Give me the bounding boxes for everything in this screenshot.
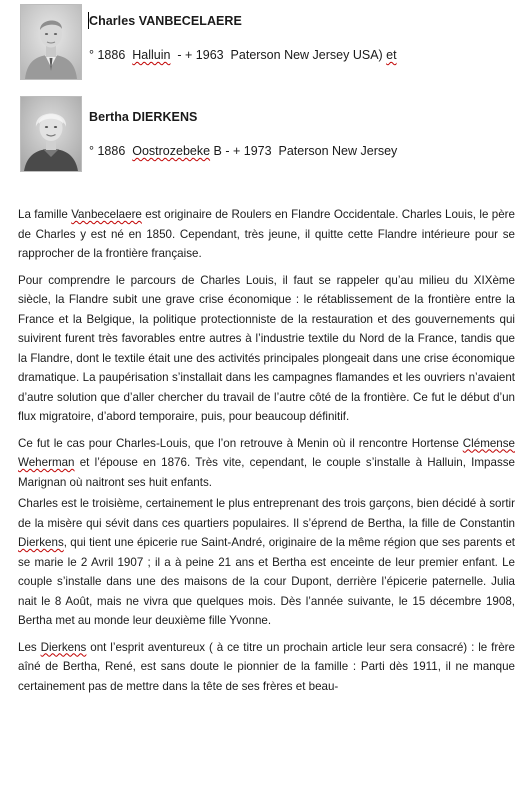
text-run: est originaire de Roulers en Flandre Occidentale. Charles Louis, le père de Charles y est né en 1850. Cependant, très jeune, il quitte cette Flandre intérieure pour se rapprocher de la frontière française. (18, 208, 515, 260)
text-run: Ce fut le cas pour Charles-Louis, que l’on retrouve à Menin où il rencontre Hortense (18, 436, 463, 450)
dates-et: et (386, 48, 397, 62)
dates-prefix: ° 1886 (89, 48, 133, 62)
person-name-charles: Charles VANBECELAERE (89, 14, 242, 28)
portrait-photo-bertha (20, 96, 82, 172)
paragraph-menin (18, 434, 515, 493)
dates-suffix: B - + 1973 Paterson New Jersey (210, 144, 398, 158)
person-dates-bertha (89, 144, 397, 158)
paragraph-charles (18, 494, 515, 631)
dates-prefix: ° 1886 (89, 144, 133, 158)
text-run: , qui tient une épicerie rue Saint-André, originaire de la même région que ses parents et se marie le 2 Avril 1907 ; il a à peine 21 ans et Bertha est enceinte de leur premier enfant. Le couple s’installe dans une des maisons de la cour Dupont, derrière l’épicerie paternelle. Julia nait le 8 Août, mais ne vivra que quelques mois. Dès l’année suivante, le 15 décembre 1908, Bertha met au monde leur deuxième fille Yvonne. (18, 536, 515, 627)
article-body (18, 205, 515, 703)
family-name: Dierkens (40, 640, 87, 654)
paragraph-dierkens (18, 638, 515, 697)
paragraph-origin (18, 205, 515, 264)
portrait-man-icon (21, 5, 81, 79)
person-block-bertha (20, 96, 510, 172)
person-name: Clémense Weherman (18, 436, 515, 469)
family-name: Vanbecelaere (71, 208, 142, 221)
text-run: Les (18, 640, 41, 654)
person-dates-charles (89, 48, 397, 62)
dates-suffix: - + 1963 Paterson New Jersey USA) (170, 48, 387, 62)
person-block-charles (20, 4, 510, 80)
text-run: et l’épouse en 1876. Très vite, cependant, le couple s’installe à Halluin, Impasse Marignan où naitront ses huit enfants. (18, 456, 515, 489)
family-name: Dierkens (18, 536, 64, 549)
person-name-bertha: Bertha DIERKENS (89, 110, 198, 124)
portrait-photo-charles (20, 4, 82, 80)
birth-place: Halluin (132, 48, 171, 62)
paragraph-context: Pour comprendre le parcours de Charles Louis, il faut se rappeler qu’au milieu du XIXème siècle, la Flandre subit une grave crise économique : le rétablissement de la frontière entre la France et la Belgique, la politique protectionniste de la restauration et des gouvernements qui suivirent furent très favorables entre autres à l’industrie textile du Nord de la France, tandis que la Flandre, dont le textile était une des activités principales plongeait dans une crise économique dramatique. La paupérisation s’installait dans les campagnes flamandes et les ouvriers n’avaient d’autre solution que d’aller chercher du travail de l’autre côté de la frontière. Ce fut le début d’un flux migratoire, d’abord temporaire, puis, pour beaucoup définitif. (18, 273, 515, 423)
portrait-woman-icon (21, 97, 81, 171)
text-run: ont l’esprit aventureux ( à ce titre un prochain article leur sera consacré) : le frère aîné de Bertha, René, est sans doute le pionnier de la famille : Parti dès 1911, il ne manque certainement pas de mettre dans la tête de ses frères et beau- (18, 640, 515, 693)
text-run: Charles est le troisième, certainement le plus entreprenant des trois garçons, bien décidé à sortir de la misère qui sévit dans ces quartiers populaires. Il s’éprend de Bertha, la fille de Constantin (18, 497, 515, 530)
birth-place: Oostrozebeke (132, 144, 211, 158)
text-run: La famille (18, 208, 72, 221)
